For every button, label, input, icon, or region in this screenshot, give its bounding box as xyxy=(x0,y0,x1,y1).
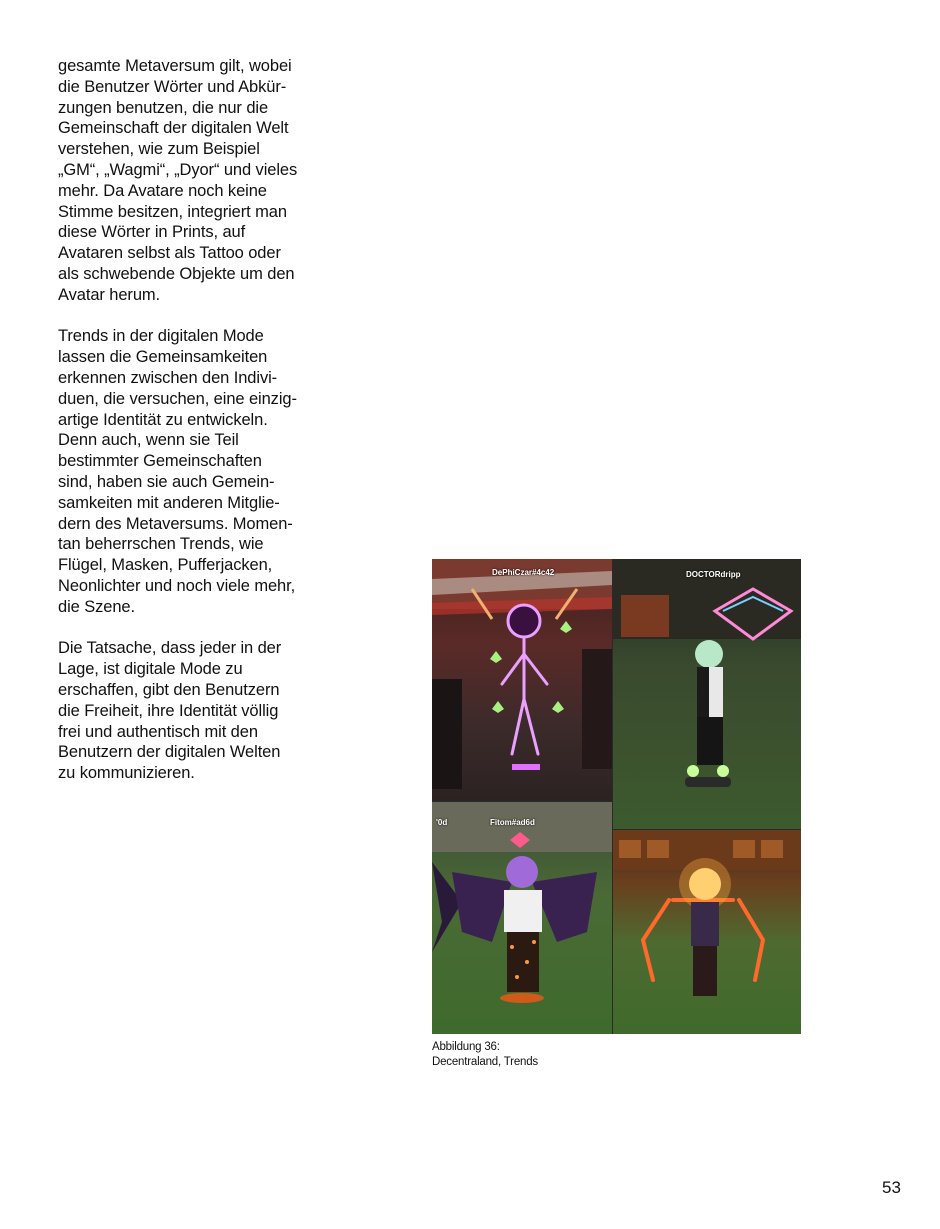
avatar-panel-top-right xyxy=(613,559,801,829)
text-line: bestimmter Gemeinschaften xyxy=(58,452,262,471)
figure-image xyxy=(432,559,801,1034)
text-line: frei und authentisch mit den xyxy=(58,722,258,741)
text-line: gesamte Metaversum gilt, wobei xyxy=(58,57,292,75)
text-line: Flügel, Masken, Pufferjacken, xyxy=(58,556,273,575)
text-line: Gemeinschaft der digitalen Welt xyxy=(58,119,289,138)
text-line: verstehen, wie zum Beispiel xyxy=(58,140,260,159)
text-line: als schwebende Objekte um den xyxy=(58,264,295,283)
text-line: artige Identität zu entwickeln. xyxy=(58,410,268,429)
text-line: Avatar herum. xyxy=(58,285,161,304)
text-line: zu kommunizieren. xyxy=(58,764,195,783)
text-line: Avataren selbst als Tattoo oder xyxy=(58,244,281,263)
text-line: Benutzern der digitalen Welten xyxy=(58,743,281,762)
page-number: 53 xyxy=(882,1178,901,1197)
text-line: Denn auch, wenn sie Teil xyxy=(58,431,239,450)
text-line: Lage, ist digitale Mode zu xyxy=(58,660,243,679)
avatar-panel-bottom-right xyxy=(613,830,801,1034)
body-text xyxy=(58,56,318,805)
paragraph-3 xyxy=(58,638,318,784)
glowing-avatar-illustration xyxy=(613,830,801,1034)
text-line: Neonlichter und noch viele mehr, xyxy=(58,576,296,595)
text-line: die Szene. xyxy=(58,597,135,616)
text-line: sind, haben sie auch Gemein- xyxy=(58,472,275,491)
text-line: lassen die Gemeinsamkeiten xyxy=(58,348,268,367)
text-line: die Benutzer Wörter und Abkür- xyxy=(58,77,287,96)
text-line: Stimme besitzen, integriert man xyxy=(58,202,287,221)
avatar-panel-bottom-left xyxy=(432,802,612,1034)
text-line: zungen benutzen, die nur die xyxy=(58,98,269,117)
avatar-name-tag: DePhiCzar#4c42 xyxy=(492,568,555,577)
text-line: Trends in der digitalen Mode xyxy=(58,327,264,346)
text-line: tan beherrschen Trends, wie xyxy=(58,535,264,554)
text-line: erkennen zwischen den Indivi- xyxy=(58,368,278,387)
text-line: „GM“, „Wagmi“, „Dyor“ und vieles xyxy=(58,160,298,179)
neon-avatar-illustration xyxy=(432,559,612,801)
text-line: Die Tatsache, dass jeder in der xyxy=(58,639,282,658)
avatar-panel-top-left xyxy=(432,559,612,801)
text-line: diese Wörter in Prints, auf xyxy=(58,223,246,242)
caption-text: Decentraland, Trends xyxy=(432,1056,538,1068)
paragraph-2 xyxy=(58,326,318,617)
avatar-name-tag: Fitom#ad6d xyxy=(490,818,535,827)
caption-label: Abbildung 36: xyxy=(432,1041,500,1053)
avatar-name-tag: '0d xyxy=(436,818,448,827)
text-line: mehr. Da Avatare noch keine xyxy=(58,181,267,200)
avatar-name-tag: DOCTORdripp xyxy=(686,570,741,579)
figure-caption xyxy=(432,1040,538,1070)
text-line: samkeiten mit anderen Mitglie- xyxy=(58,493,280,512)
text-line: duen, die versuchen, eine einzig- xyxy=(58,389,297,408)
text-line: die Freiheit, ihre Identität völlig xyxy=(58,701,279,720)
neon-avatar-illustration xyxy=(613,559,801,829)
text-line: dern des Metaversums. Momen- xyxy=(58,514,293,533)
paragraph-1 xyxy=(58,56,318,306)
text-line: erschaffen, gibt den Benutzern xyxy=(58,680,280,699)
winged-avatar-illustration xyxy=(432,802,612,1034)
